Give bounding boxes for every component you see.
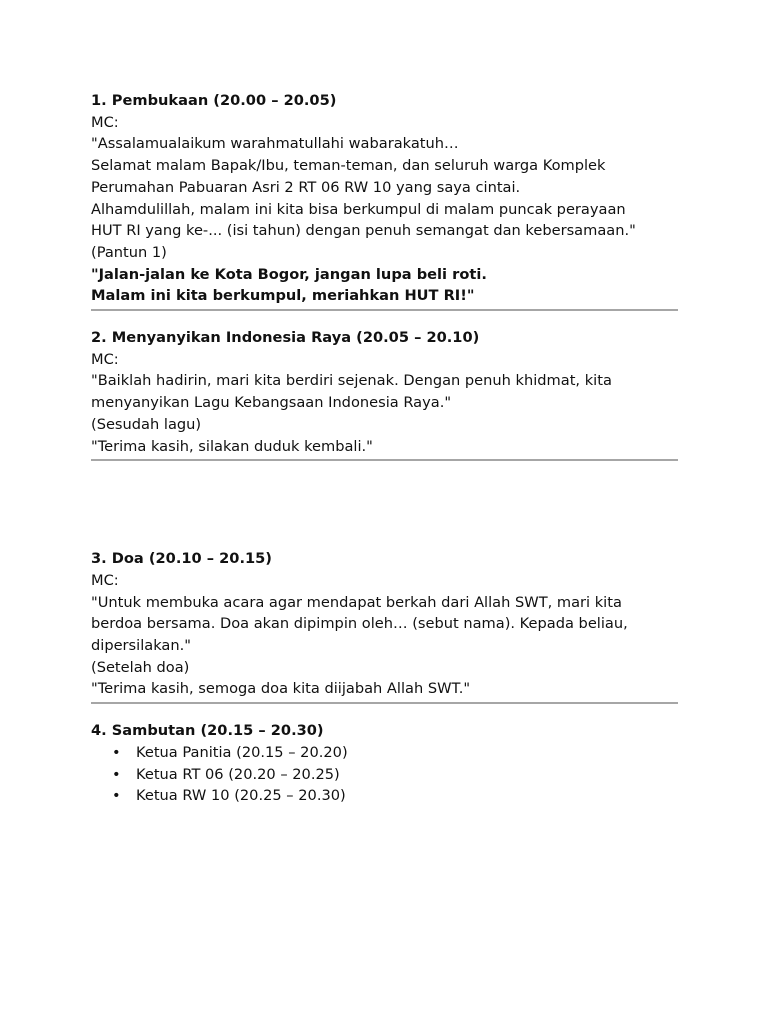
text-line: (Setelah doa) bbox=[91, 658, 190, 676]
text-line: "Baiklah hadirin, mari kita berdiri sejenak. Dengan penuh khidmat, kita bbox=[91, 372, 612, 390]
section-title: 3. Doa (20.10 – 20.15) bbox=[91, 550, 272, 568]
bullet-icon: • bbox=[112, 743, 121, 761]
list-item bbox=[91, 742, 678, 764]
list-item bbox=[91, 764, 678, 786]
document-body bbox=[91, 90, 678, 807]
text-line: "Terima kasih, silakan duduk kembali." bbox=[91, 437, 373, 455]
section-divider bbox=[91, 702, 678, 704]
list-item bbox=[91, 785, 678, 807]
text-line: HUT RI yang ke-... (isi tahun) dengan penuh semangat dan kebersamaan." bbox=[91, 222, 636, 240]
speaker-list bbox=[91, 742, 678, 807]
text-line: "Terima kasih, semoga doa kita diijabah Allah SWT." bbox=[91, 680, 471, 698]
text-line: dipersilakan." bbox=[91, 637, 191, 655]
section-sambutan bbox=[91, 720, 678, 807]
bullet-icon: • bbox=[112, 787, 121, 805]
pantun-line: "Jalan-jalan ke Kota Bogor, jangan lupa beli roti. bbox=[91, 265, 487, 283]
text-line: "Assalamualaikum warahmatullahi wabarakatuh… bbox=[91, 135, 459, 153]
section-title: 4. Sambutan (20.15 – 20.30) bbox=[91, 722, 324, 740]
text-line: MC: bbox=[91, 350, 119, 368]
pantun-line: Malam ini kita berkumpul, meriahkan HUT RI!" bbox=[91, 287, 475, 305]
section-title: 1. Pembukaan (20.00 – 20.05) bbox=[91, 92, 337, 109]
text-line: Perumahan Pabuaran Asri 2 RT 06 RW 10 yang saya cintai. bbox=[91, 178, 521, 196]
text-line: MC: bbox=[91, 571, 119, 589]
text-line: Selamat malam Bapak/Ibu, teman-teman, dan seluruh warga Komplek bbox=[91, 157, 606, 175]
list-item-label: Ketua RT 06 (20.20 – 20.25) bbox=[136, 765, 340, 783]
text-line: Alhamdulillah, malam ini kita bisa berkumpul di malam puncak perayaan bbox=[91, 200, 626, 218]
text-line: "Untuk membuka acara agar mendapat berkah dari Allah SWT, mari kita bbox=[91, 593, 622, 611]
section-divider bbox=[91, 459, 678, 461]
list-item-label: Ketua RW 10 (20.25 – 20.30) bbox=[136, 787, 346, 805]
section-indonesia-raya bbox=[91, 327, 678, 457]
section-title: 2. Menyanyikan Indonesia Raya (20.05 – 20.10) bbox=[91, 329, 480, 347]
section-pembukaan bbox=[91, 90, 678, 307]
text-line: menyanyikan Lagu Kebangsaan Indonesia Raya." bbox=[91, 394, 452, 412]
section-divider bbox=[91, 309, 678, 311]
list-item-label: Ketua Panitia (20.15 – 20.20) bbox=[136, 743, 348, 761]
bullet-icon: • bbox=[112, 765, 121, 783]
text-line: (Sesudah lagu) bbox=[91, 415, 202, 433]
section-doa bbox=[91, 548, 678, 700]
text-line: (Pantun 1) bbox=[91, 243, 167, 261]
blank-space bbox=[91, 477, 678, 548]
text-line: MC: bbox=[91, 113, 119, 131]
text-line: berdoa bersama. Doa akan dipimpin oleh… (sebut nama). Kepada beliau, bbox=[91, 615, 628, 633]
